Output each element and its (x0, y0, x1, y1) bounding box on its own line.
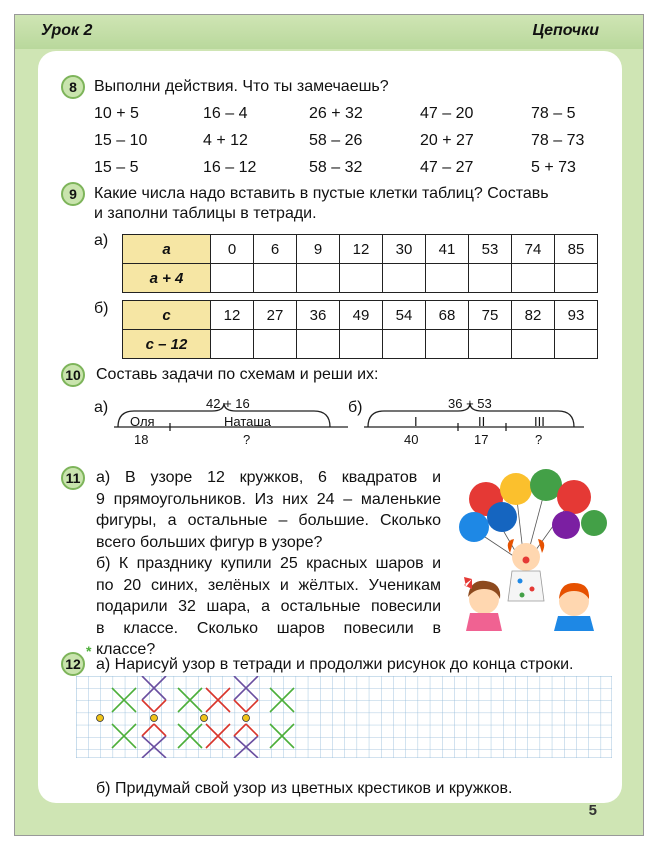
page-number: 5 (588, 802, 597, 819)
table-a-header-a-plus-4: a + 4 (123, 264, 211, 293)
empty-cell (254, 330, 297, 359)
exercise-12-number: 12 (61, 652, 85, 676)
exercise-8-number: 8 (61, 75, 85, 99)
scheme-b-seg3-value: ? (535, 432, 543, 447)
expression: 47 – 27 (420, 159, 474, 176)
table-cell: 85 (555, 235, 598, 264)
empty-cell (211, 330, 254, 359)
yellow-dot (151, 715, 158, 722)
table-cell: 49 (340, 301, 383, 330)
expression: 78 – 73 (531, 132, 585, 149)
scheme-b-label: б) (348, 399, 363, 416)
table-cell: 53 (469, 235, 512, 264)
scheme-b-seg1-name: I (414, 414, 418, 429)
text-line: по 20 синих, зелёных и жёлтых. Ученикам (96, 576, 441, 594)
expression: 26 + 32 (309, 105, 363, 122)
table-cell: 74 (512, 235, 555, 264)
expression-row (94, 105, 614, 132)
expression: 15 – 5 (94, 159, 139, 176)
table-b-header-c-minus-12: c – 12 (123, 330, 211, 359)
topic-title: Цепочки (532, 22, 599, 39)
exercise-8-expressions (94, 105, 614, 186)
empty-cell (555, 264, 598, 293)
expression: 16 – 12 (203, 159, 257, 176)
exercise-11-text (96, 467, 441, 661)
empty-cell (383, 264, 426, 293)
balloon (581, 510, 607, 536)
empty-cell (211, 264, 254, 293)
empty-cell (426, 264, 469, 293)
text-line: фигуры, а остальные – большие. Сколько (96, 512, 441, 529)
expression: 47 – 20 (420, 105, 474, 122)
expression: 58 – 26 (309, 132, 363, 149)
table-cell: 0 (211, 235, 254, 264)
empty-cell (383, 330, 426, 359)
table-cell: 93 (555, 301, 598, 330)
table-cell: 41 (426, 235, 469, 264)
exercise-11-number: 11 (61, 466, 85, 490)
exercise-9-number: 9 (61, 182, 85, 206)
table-cell: 12 (211, 301, 254, 330)
empty-cell (340, 330, 383, 359)
empty-cell (297, 264, 340, 293)
scheme-b-total: 36 + 53 (448, 396, 492, 411)
exercise-9-line2: и заполни таблицы в тетради. (94, 205, 317, 222)
pattern-grid (76, 676, 612, 758)
exercise-9-line1: Какие числа надо вставить в пустые клетки таблиц? Составь (94, 185, 549, 202)
clown-nose (523, 557, 530, 564)
table-cell: 27 (254, 301, 297, 330)
page-header (15, 15, 643, 49)
text-line: 9 прямоугольников. Из них 24 – маленькие (96, 490, 441, 508)
text-line: классе? (96, 641, 156, 658)
balloons-illustration (446, 461, 616, 631)
table-cell: 68 (426, 301, 469, 330)
scheme-b-seg2-value: 17 (474, 432, 489, 447)
yellow-dot (97, 715, 104, 722)
table-b (122, 300, 598, 359)
clown-body (508, 571, 544, 601)
table-cell: 6 (254, 235, 297, 264)
content-panel (38, 51, 622, 803)
table-a-header-a: a (123, 235, 211, 264)
exercise-10-prompt: Составь задачи по схемам и реши их: (96, 366, 379, 383)
table-cell: 12 (340, 235, 383, 264)
scheme-b-seg2-name: II (478, 414, 486, 429)
exercise-10-number: 10 (61, 363, 85, 387)
scheme-a-total: 42 + 16 (206, 396, 250, 411)
empty-cell (512, 330, 555, 359)
scheme-b-seg3-name: III (534, 414, 545, 429)
balloon (552, 511, 580, 539)
table-cell: 54 (383, 301, 426, 330)
exercise-12-b-text: б) Придумай свой узор из цветных крестиков и кружков. (96, 780, 513, 797)
text-line: б) К празднику купили 25 красных шаров и (96, 555, 441, 572)
table-cell: 9 (297, 235, 340, 264)
yellow-dot (201, 715, 208, 722)
table-a (122, 234, 598, 293)
exercise-8-prompt: Выполни действия. Что ты замечаешь? (94, 78, 389, 95)
exercise-12-a-text: а) Нарисуй узор в тетради и продолжи рисунок до конца строки. (96, 656, 574, 673)
text-line: всего больших фигур в узоре? (96, 533, 323, 551)
empty-cell (426, 330, 469, 359)
empty-cell (469, 264, 512, 293)
empty-cell (254, 264, 297, 293)
girl-bow (464, 577, 472, 589)
scheme-a-seg1-value: 18 (134, 432, 149, 447)
empty-cell (297, 330, 340, 359)
clown-hair (508, 539, 514, 553)
table-cell: 82 (512, 301, 555, 330)
yellow-dot (243, 715, 250, 722)
table-cell: 30 (383, 235, 426, 264)
expression: 4 + 12 (203, 132, 248, 149)
expression: 15 – 10 (94, 132, 148, 149)
balloon (500, 473, 532, 505)
balloon (557, 480, 591, 514)
expression: 16 – 4 (203, 105, 248, 122)
text-line: подарили 32 шара, а остальные повесили (96, 598, 441, 615)
expression: 78 – 5 (531, 105, 576, 122)
table-cell: 36 (297, 301, 340, 330)
expression: 10 + 5 (94, 105, 139, 122)
expression-row (94, 132, 614, 159)
empty-cell (512, 264, 555, 293)
exercise-12-star: * (86, 643, 92, 659)
empty-cell (340, 264, 383, 293)
scheme-a-label: а) (94, 399, 109, 416)
empty-cell (555, 330, 598, 359)
expression: 5 + 73 (531, 159, 576, 176)
table-b-label: б) (94, 300, 109, 317)
table-cell: 75 (469, 301, 512, 330)
expression-row (94, 159, 614, 186)
textbook-page (14, 14, 644, 836)
balloon (487, 502, 517, 532)
scheme-a-seg1-name: Оля (130, 414, 155, 429)
balloon (459, 512, 489, 542)
table-a-label: а) (94, 232, 109, 249)
table-b-header-c: c (123, 301, 211, 330)
expression: 20 + 27 (420, 132, 474, 149)
expression: 58 – 32 (309, 159, 363, 176)
text-line: в классе. Сколько шаров повесили в (96, 619, 441, 637)
empty-cell (469, 330, 512, 359)
lesson-title: Урок 2 (41, 22, 93, 39)
scheme-a-seg2-name: Наташа (224, 414, 272, 429)
scheme-a-seg2-value: ? (243, 432, 251, 447)
text-line: а) В узоре 12 кружков, 6 квадратов и (96, 469, 441, 486)
scheme-b-seg1-value: 40 (404, 432, 419, 447)
